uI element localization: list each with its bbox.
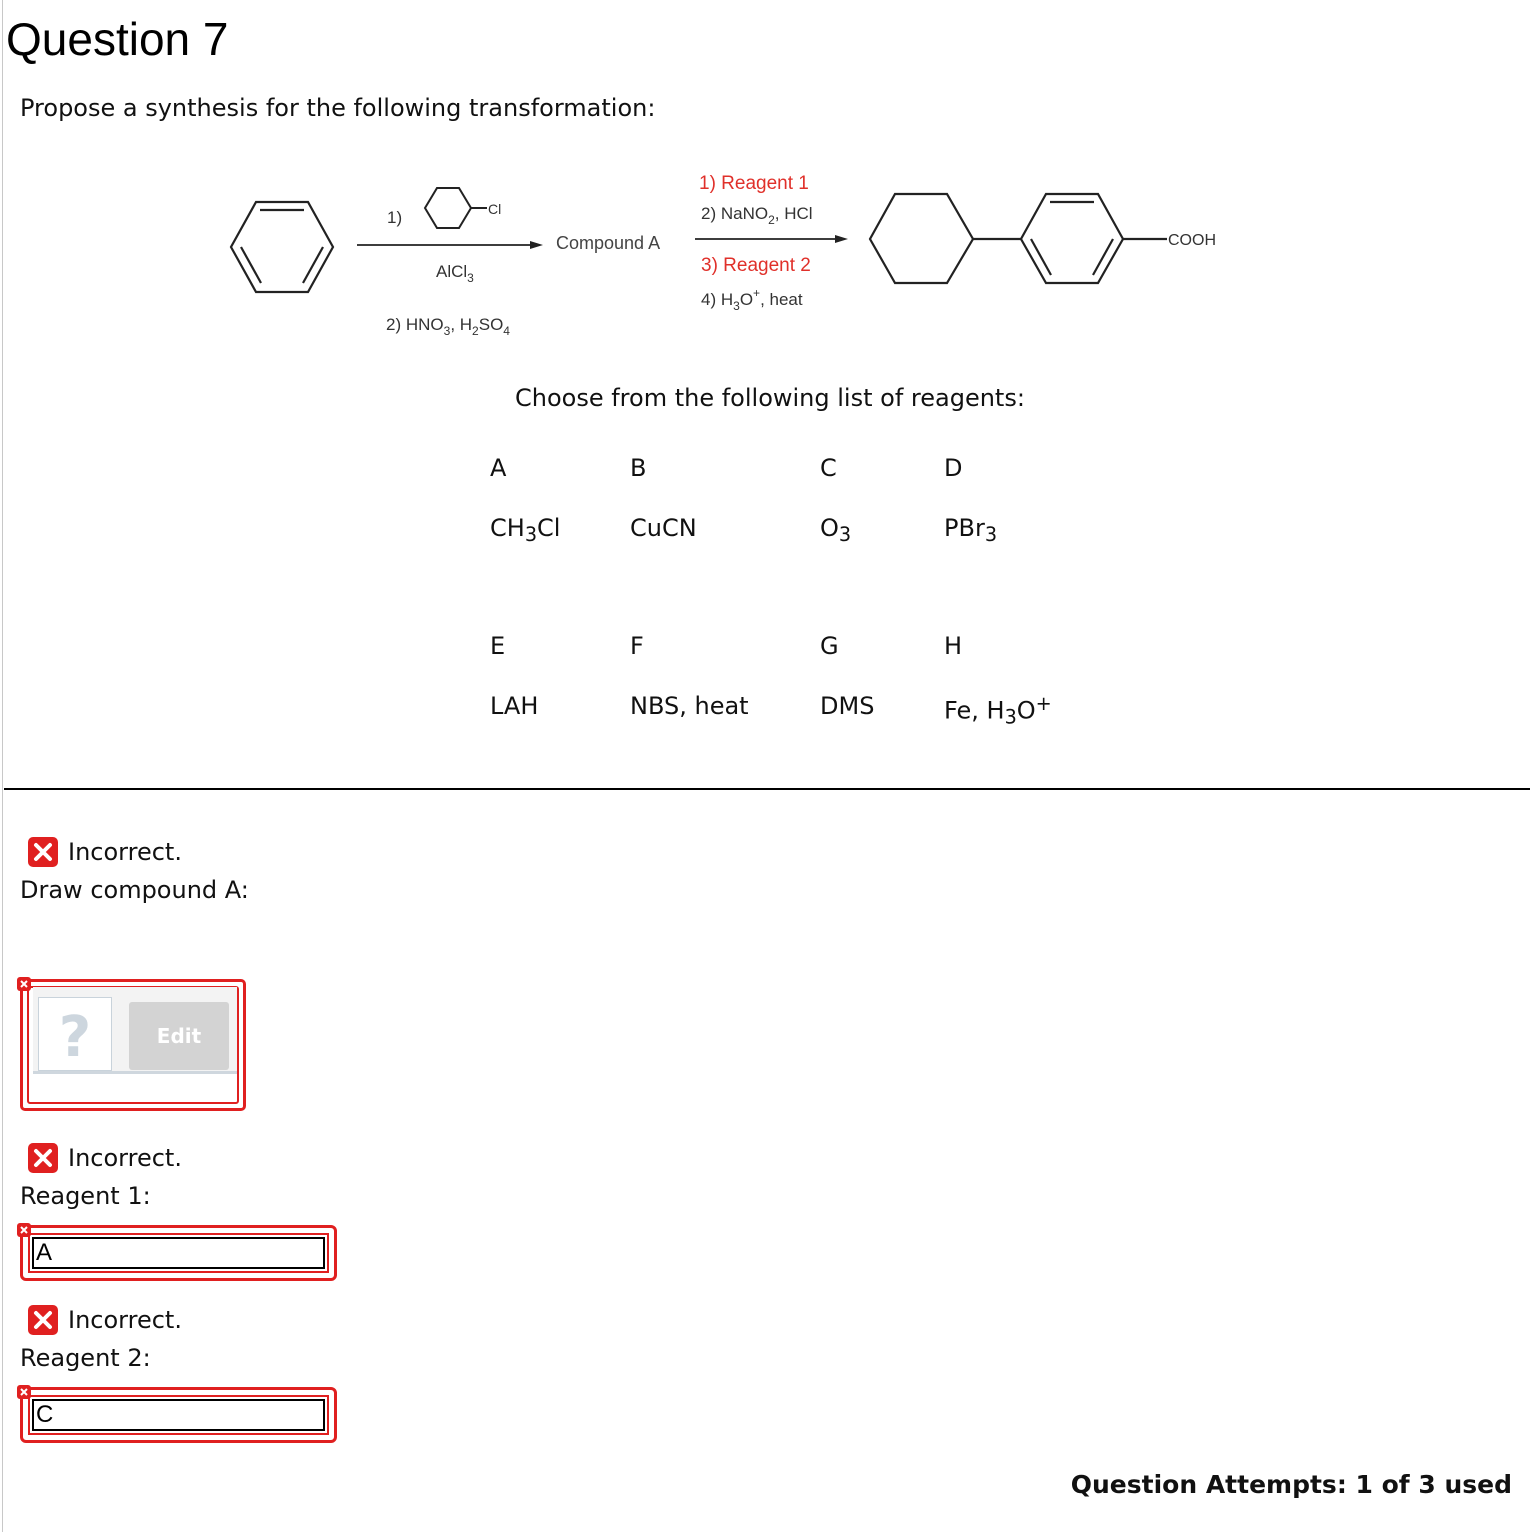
reagent-g: DMS	[820, 692, 875, 720]
incorrect-icon	[28, 1305, 58, 1335]
reagent-letter-e: E	[490, 632, 506, 660]
reagent-1-input[interactable]	[32, 1237, 325, 1269]
reagent-h: Fe, $H_3O^+$	[944, 692, 1052, 729]
structure-editor-widget	[33, 987, 237, 1074]
question-mark-icon	[39, 998, 111, 1070]
status-incorrect-compound: Incorrect.	[68, 838, 182, 866]
step1-label: 1)	[387, 208, 403, 227]
cyclohexyl-chloride	[425, 188, 487, 228]
reagent-2-prompt: Reagent 2:	[20, 1344, 151, 1372]
product-cyclohexyl-ring	[870, 194, 1021, 283]
reagent-1-field-wrapper	[20, 1225, 337, 1281]
question-title: Question 7	[6, 13, 229, 65]
chloro-label: Cl	[488, 201, 502, 217]
choose-label: Choose from the following list of reagents:	[515, 384, 1025, 412]
edit-structure-button[interactable]: Edit	[129, 1002, 229, 1070]
compound-a-label: Compound A	[556, 233, 661, 253]
reagent-letter-h: H	[944, 632, 963, 660]
status-incorrect-reagent-1: Incorrect.	[68, 1144, 182, 1172]
reagent-letter-c: C	[820, 454, 837, 482]
reagent-b: CuCN	[630, 514, 697, 542]
reagent-2-field-border	[28, 1395, 329, 1435]
field-error-icon	[17, 977, 31, 991]
reagent-e: LAH	[490, 692, 539, 720]
reagent-1-prompt: Reagent 1:	[20, 1182, 151, 1210]
reaction-arrow-2	[695, 235, 848, 243]
incorrect-icon	[28, 1143, 58, 1173]
field-error-icon	[17, 1223, 31, 1237]
empty-structure-preview	[38, 997, 112, 1071]
attempts-counter: Question Attempts: 1 of 3 used	[1070, 1470, 1512, 1499]
reagent-letter-b: B	[630, 454, 647, 482]
question-prompt: Propose a synthesis for the following transformation:	[20, 94, 656, 122]
reagent-letter-d: D	[944, 454, 963, 482]
svg-text:?: ?	[58, 1005, 92, 1070]
incorrect-icon	[28, 837, 58, 867]
reagent-c: $O_3$	[820, 514, 852, 546]
reagent-letter-g: G	[820, 632, 839, 660]
reagent-2-field-wrapper	[20, 1387, 337, 1443]
compound-a-prompt: Draw compound A:	[20, 876, 249, 904]
field-error-icon	[17, 1385, 31, 1399]
carboxyl-label: COOH	[1168, 232, 1216, 249]
reagent-f: NBS, heat	[630, 692, 749, 720]
reaction-scheme	[225, 165, 1235, 350]
benzene-ring	[231, 202, 333, 292]
step2-label: 2) $HNO_3$, $H_2SO_4$	[386, 315, 510, 338]
reaction-arrow-1	[357, 241, 543, 249]
reagent-2-input[interactable]	[32, 1399, 325, 1431]
condition-reagent-1: 1) Reagent 1	[699, 173, 809, 194]
compound-drawing-field	[20, 979, 246, 1111]
reagent-a: $CH_3Cl$	[490, 514, 561, 546]
condition-reagent-2: 3) Reagent 2	[701, 255, 811, 276]
status-incorrect-reagent-2: Incorrect.	[68, 1306, 182, 1334]
condition-nitrite: 2) NaNO$_2$, HCl	[701, 204, 813, 227]
reagent-1-field-border	[28, 1233, 329, 1273]
left-border	[2, 0, 3, 1532]
product-benzene-ring	[1021, 194, 1167, 283]
reagent-d: PBr$_3$	[944, 514, 998, 546]
condition-hydrolysis: 4) $H_3O^+$, heat	[701, 286, 803, 313]
catalyst-label: AlCl$_3$	[436, 262, 474, 285]
reagent-letter-f: F	[630, 632, 644, 660]
reagent-letter-a: A	[490, 454, 507, 482]
section-divider	[4, 788, 1530, 790]
